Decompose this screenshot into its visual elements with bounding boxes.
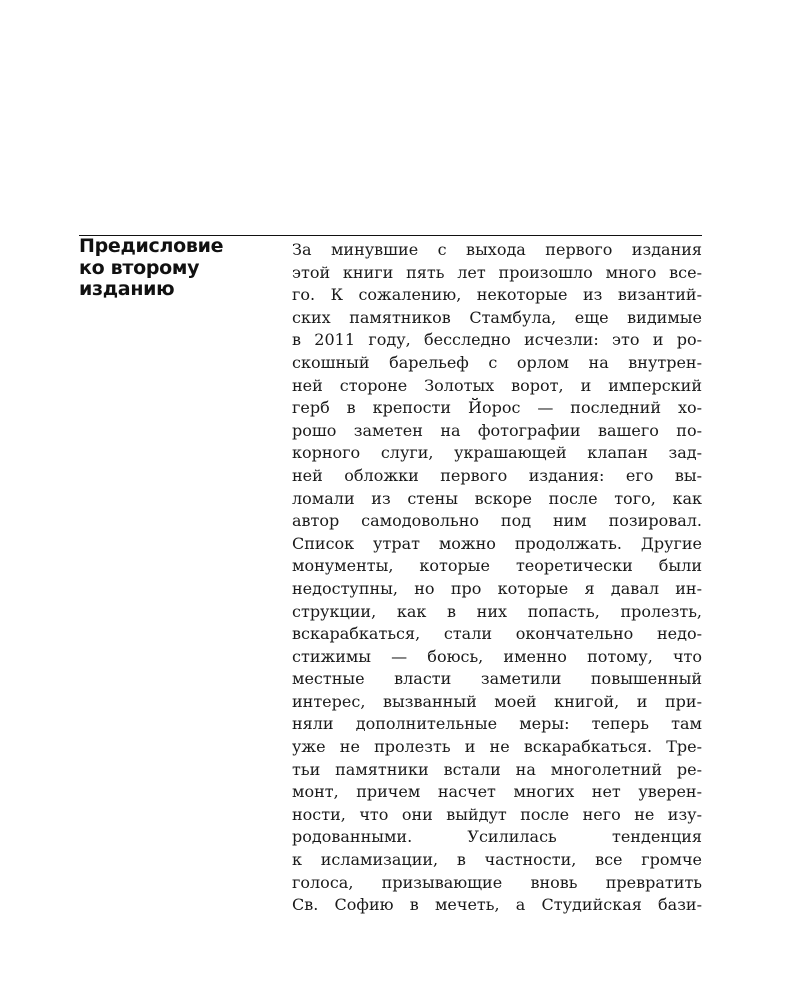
text-line: го. К сожалению, некоторые из византий- [292, 285, 702, 305]
text-line: тьи памятники встали на многолетний ре- [292, 759, 702, 779]
text-line: недоступны, но про которые я давал ин- [292, 578, 702, 598]
text-line: герб в крепости Йорос — последний хо- [292, 398, 702, 418]
heading-line: Предисловие [79, 235, 224, 257]
text-line: к исламизации, в частности, все громче [292, 850, 702, 870]
text-line: интерес, вызванный моей книгой, и при- [292, 691, 702, 711]
text-line: стижимы — боюсь, именно потому, что [292, 646, 702, 666]
text-line: местные власти заметили повышенный [292, 669, 702, 689]
text-line: этой книги пять лет произошло много все- [292, 262, 702, 282]
text-line: рошо заметен на фотографии вашего по- [292, 420, 702, 440]
section-heading [79, 236, 269, 301]
text-line: ских памятников Стамбула, еще видимые [292, 307, 702, 327]
text-line: монт, причем насчет многих нет уверен- [292, 782, 702, 802]
text-line: няли дополнительные меры: теперь там [292, 714, 702, 734]
text-line: в 2011 году, бесследно исчезли: это и ро- [292, 330, 702, 350]
text-line: струкции, как в них попасть, пролезть, [292, 601, 702, 621]
text-line: голоса, призывающие вновь превратить [292, 872, 702, 892]
text-line: вскарабкаться, стали окончательно недо- [292, 624, 702, 644]
body-paragraph [292, 239, 702, 917]
heading-line: ко второму [79, 256, 200, 279]
heading-line: изданию [79, 278, 175, 300]
text-line: скошный барельеф с орлом на внутрен- [292, 352, 702, 372]
text-line: За минувшие с выхода первого издания [292, 240, 702, 259]
text-line: корного слуги, украшающей клапан зад- [292, 443, 702, 463]
text-line: уже не пролезть и не вскарабкаться. Тре- [292, 737, 702, 757]
text-line: родованными. Усилилась тенденция [292, 827, 702, 847]
text-line: автор самодовольно под ним позировал. [292, 511, 702, 531]
text-line: ломали из стены вскоре после того, как [292, 488, 702, 508]
text-line: ней стороне Золотых ворот, и имперский [292, 375, 702, 395]
text-line: ней обложки первого издания: его вы- [292, 465, 702, 485]
text-line: монументы, которые теоретически были [292, 556, 702, 576]
text-line: Список утрат можно продолжать. Другие [292, 533, 702, 553]
text-line: Св. Софию в мечеть, а Студийская бази- [292, 895, 702, 915]
text-line: ности, что они выйдут после него не изу- [292, 804, 702, 824]
